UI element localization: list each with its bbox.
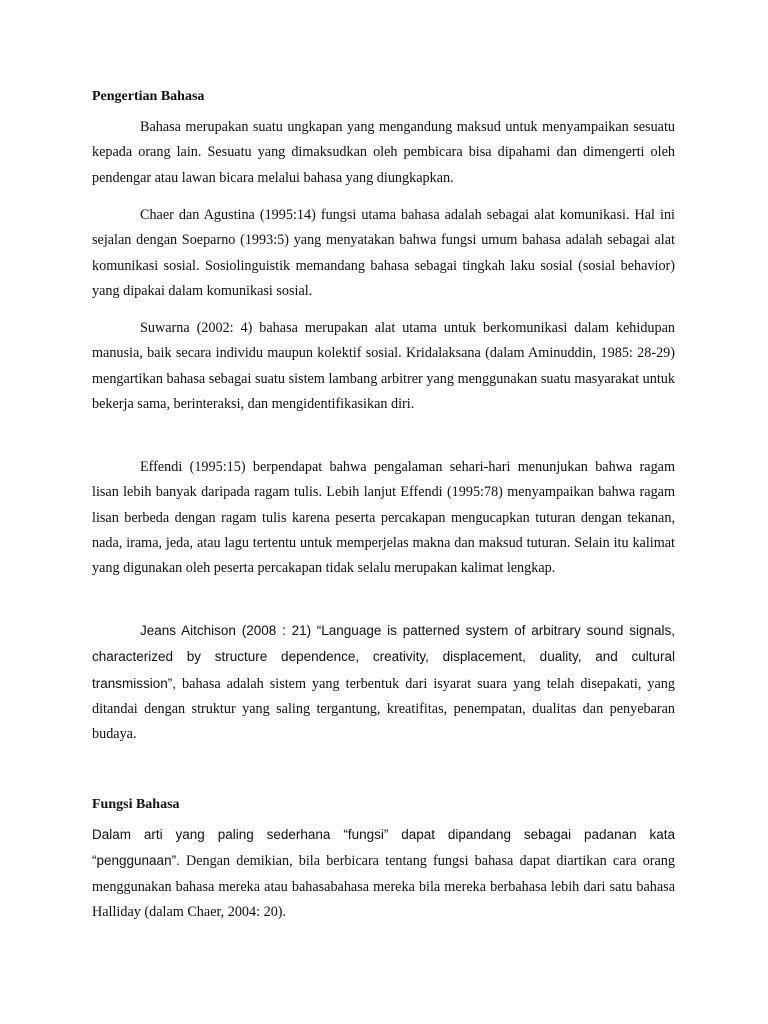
fungsi-intro-sans: Dalam arti yang paling sederhana “fungsi” dapat dipandang sebagai padanan kata “penggunaan”.: [92, 827, 675, 869]
paragraph-3: Suwarna (2002: 4) bahasa merupakan alat utama untuk berkomunikasi dalam kehidupan manusia, baik secara individu maupun kolektif sosial. Kridalaksana (dalam Aminuddin, 1985: 28-29) mengartikan bahasa sebagai suatu sistem lambang arbitrer yang menggunakan suatu masyarakat untuk bekerja sama, berinteraksi, dan mengidentifikasikan diri.: [92, 320, 675, 412]
paragraph-2: Chaer dan Agustina (1995:14) fungsi utama bahasa adalah sebagai alat komunikasi. Hal ini sejalan dengan Soeparno (1993:5) yang menyatakan bahwa fungsi umum bahasa adalah sebagai alat komunikasi sosial. Sosiolinguistik memandang bahasa sebagai tingkah laku sosial (sosial behavior) yang dipakai dalam komunikasi sosial.: [92, 207, 675, 299]
section-heading-pengertian-bahasa: Pengertian Bahasa: [92, 89, 205, 104]
fungsi-intro-rest: Dengan demikian, bila berbicara tentang fungsi bahasa dapat diartikan cara orang menggunakan bahasa mereka atau bahasabahasa mereka bila mereka berbahasa lebih dari satu bahasa Halliday (dalam Chaer, 2004: 20).: [92, 853, 675, 920]
paragraph-1: Bahasa merupakan suatu ungkapan yang mengandung maksud untuk menyampaikan sesuatu kepada orang lain. Sesuatu yang dimaksudkan oleh pembicara bisa dipahami dan dimengerti oleh pendengar atau lawan bicara melalui bahasa yang diungkapkan.: [92, 119, 675, 186]
quote-explanation: bahasa adalah sistem yang terbentuk dari isyarat suara yang telah disepakati, yang ditandai dengan struktur yang saling tergantung, kreatifitas, penempatan, dualitas dan penyebaran budaya.: [92, 675, 675, 743]
section-heading-fungsi-bahasa: Fungsi Bahasa: [92, 797, 180, 812]
paragraph-fungsi-intro: [92, 822, 675, 925]
paragraph-5-quote: [92, 618, 675, 747]
quote-english: “Language is patterned system of arbitrary sound signals, characterized by structure dependence, creativity, displacement, duality, and cultural transmission”,: [92, 623, 675, 691]
quote-citation: Jeans Aitchison (2008 : 21): [140, 623, 312, 638]
paragraph-4: Effendi (1995:15) berpendapat bahwa pengalaman sehari-hari menunjukan bahwa ragam lisan lebih banyak daripada ragam tulis. Lebih lanjut Effendi (1995:78) menyampaikan bahwa ragam lisan berbeda dengan ragam tulis karena peserta percakapan mengucapkan tuturan dengan tekanan, nada, irama, jeda, atau lagu tertentu untuk memperjelas makna dan maksud tuturan. Selain itu kalimat yang digunakan oleh peserta percakapan tidak selalu merupakan kalimat lengkap.: [92, 459, 675, 577]
